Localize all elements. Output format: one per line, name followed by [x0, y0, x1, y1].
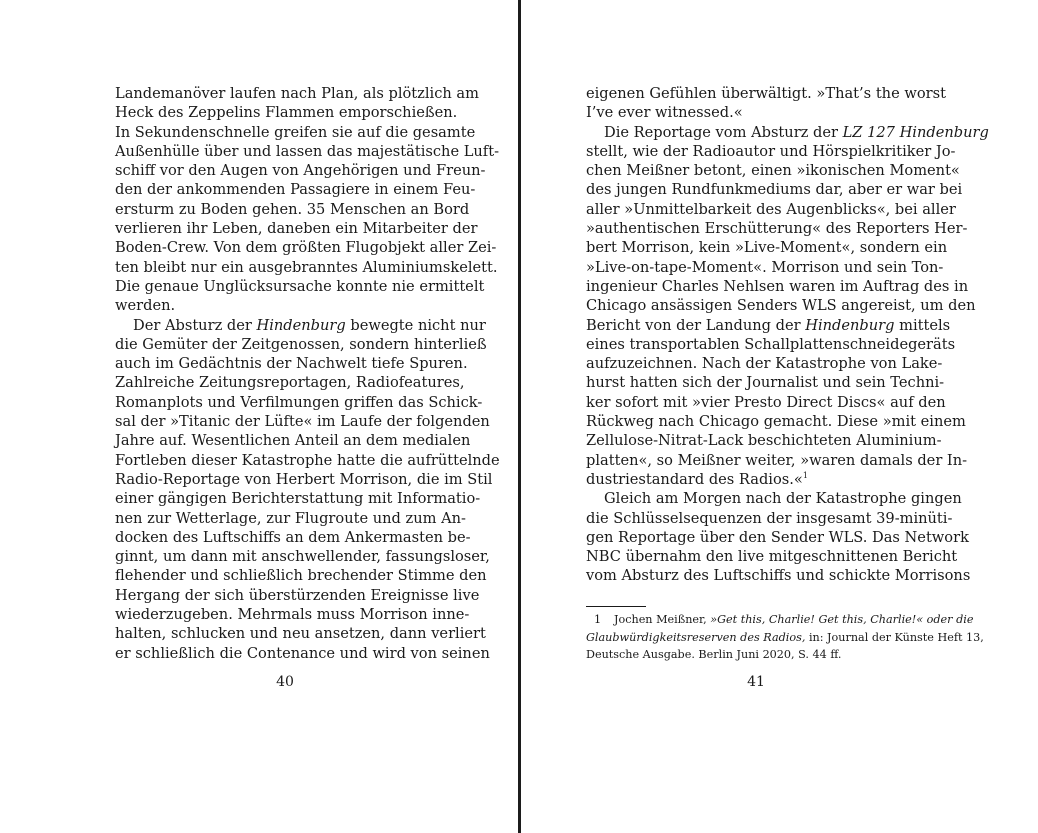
- footnote-title: »Get this, Charlie! Get this, Charlie!« oder die: [710, 613, 974, 626]
- text-line: ingenieur Charles Nehlsen waren im Auftrag des in: [586, 277, 969, 295]
- footnote-line: Deutsche Ausgabe. Berlin Juni 2020, S. 44 ff.: [586, 648, 842, 661]
- text-line: eines transportablen Schallplattenschneidegeräts: [586, 335, 956, 353]
- footnote-author: Jochen Meißner,: [614, 613, 711, 626]
- text-line: Radio-Reportage von Herbert Morrison, die im Stil: [115, 470, 493, 488]
- text-line: ersturm zu Boden gehen. 35 Menschen an Bord: [115, 200, 470, 218]
- footnote: [586, 611, 984, 664]
- text-line: docken des Luftschiffs an dem Ankermasten be-: [115, 528, 471, 546]
- text-line: Zahlreiche Zeitungsreportagen, Radiofeatures,: [115, 374, 465, 392]
- text-line: bert Morrison, kein »Live-Moment«, sondern ein: [586, 239, 948, 257]
- text-line: eigenen Gefühlen überwältigt. »That’s the worst: [586, 85, 946, 102]
- text-line: chen Meißner betont, einen »ikonischen Moment«: [586, 162, 960, 180]
- footnote-source: in: Journal der Künste Heft 13,: [805, 630, 984, 644]
- footnote-line: [586, 629, 984, 647]
- text-line: I’ve ever witnessed.«: [586, 104, 743, 122]
- text-segment: Bericht von der Landung der: [586, 316, 806, 334]
- text-line: die Gemüter der Zeitgenossen, sondern hinterließ: [115, 335, 487, 353]
- text-line: hurst hatten sich der Journalist und sein Techni-: [586, 374, 945, 392]
- text-line: wiederzugeben. Mehrmals muss Morrison inne-: [115, 606, 470, 624]
- text-line: des jungen Rundfunkmediums dar, aber er war bei: [586, 181, 963, 199]
- left-page-text: [115, 84, 500, 663]
- text-line: Gleich am Morgen nach der Katastrophe gingen: [604, 490, 962, 508]
- text-line: vom Absturz des Luftschiffs und schickte Morrisons: [586, 567, 971, 585]
- text-segment: Der Absturz der: [133, 316, 257, 334]
- footnote-line: [586, 611, 974, 629]
- text-line: platten«, so Meißner weiter, »waren damals der In-: [586, 451, 968, 469]
- footnote-number: 1: [594, 613, 602, 626]
- text-line: [586, 123, 989, 142]
- text-line: Jahre auf. Wesentlichen Anteil an dem medialen: [115, 432, 471, 450]
- text-line: [115, 316, 486, 335]
- text-line: verlieren ihr Leben, daneben ein Mitarbeiter der: [115, 220, 478, 238]
- text-line: »authentischen Erschütterung« des Reporters Her-: [586, 220, 968, 238]
- text-segment: dustriestandard des Radios.«: [586, 470, 803, 488]
- text-line: In Sekundenschnelle greifen sie auf die gesamte: [115, 123, 476, 141]
- text-segment: bewegte nicht nur: [345, 316, 486, 334]
- italic-title: Hindenburg: [805, 316, 895, 334]
- text-line: [586, 316, 951, 335]
- text-segment: mittels: [894, 316, 951, 334]
- text-line: sal der »Titanic der Lüfte« im Laufe der folgenden: [115, 413, 490, 431]
- text-line: ginnt, um dann mit anschwellender, fassungsloser,: [115, 548, 490, 566]
- text-line: Fortleben dieser Katastrophe hatte die aufrüttelnde: [115, 451, 500, 469]
- text-line: Außenhülle über und lassen das majestätische Luft-: [115, 142, 500, 160]
- text-line: er schließlich die Contenance und wird von seinen: [115, 644, 490, 662]
- footnote-title: Glaubwürdigkeitsreserven des Radios,: [586, 630, 806, 644]
- text-line: gen Reportage über den Sender WLS. Das Network: [586, 528, 969, 546]
- footnote-divider: [586, 606, 646, 607]
- text-line: »Live-on-tape-Moment«. Morrison und sein Ton-: [586, 258, 944, 276]
- text-line: Zellulose-Nitrat-Lack beschichteten Aluminium-: [586, 432, 942, 450]
- text-line: flehender und schließlich brechender Stimme den: [115, 567, 487, 585]
- text-line: ten bleibt nur ein ausgebranntes Aluminiumskelett.: [115, 258, 498, 276]
- text-line: Boden-Crew. Von dem größten Flugobjekt aller Zei-: [115, 239, 497, 257]
- text-line: Rückweg nach Chicago gemacht. Diese »mit einem: [586, 413, 966, 431]
- text-segment: Die Reportage vom Absturz der: [604, 123, 843, 141]
- text-line: schiff vor den Augen von Angehörigen und Freun-: [115, 162, 486, 180]
- right-page-text: [586, 84, 989, 586]
- text-line: einer gängigen Berichterstattung mit Informatio-: [115, 490, 481, 508]
- text-line: Chicago ansässigen Senders WLS angereist, um den: [586, 297, 976, 315]
- text-line: Hergang der sich überstürzenden Ereignisse live: [115, 586, 480, 604]
- text-line: nen zur Wetterlage, zur Flugroute und zum An-: [115, 509, 466, 527]
- text-line: aller »Unmittelbarkeit des Augenblicks«, bei aller: [586, 200, 956, 218]
- text-line: Landemanöver laufen nach Plan, als plötzlich am: [115, 85, 479, 102]
- text-line: den der ankommenden Passagiere in einem Feu-: [115, 181, 476, 199]
- text-line: Heck des Zeppelins Flammen emporschießen.: [115, 104, 458, 122]
- text-line: auch im Gedächtnis der Nachwelt tiefe Spuren.: [115, 355, 468, 373]
- italic-title: Hindenburg: [256, 316, 346, 334]
- text-line: ker sofort mit »vier Presto Direct Discs« auf den: [586, 393, 946, 411]
- text-line: werden.: [115, 297, 176, 315]
- page-number: 41: [747, 674, 765, 690]
- text-line: Romanplots und Verfilmungen griffen das Schick-: [115, 393, 483, 411]
- text-line: NBC übernahm den live mitgeschnittenen Bericht: [586, 548, 958, 566]
- italic-title: LZ 127 Hindenburg: [842, 123, 989, 141]
- text-line: stellt, wie der Radioautor und Hörspielkritiker Jo-: [586, 142, 956, 160]
- text-line: die Schlüsselsequenzen der insgesamt 39-minüti-: [586, 509, 953, 527]
- footnote-ref[interactable]: 1: [802, 470, 808, 480]
- right-page: [521, 0, 1038, 833]
- page-number: 40: [276, 674, 294, 690]
- text-line: [586, 470, 928, 489]
- text-line: Die genaue Unglücksursache konnte nie ermittelt: [115, 277, 485, 295]
- text-line: aufzuzeichnen. Nach der Katastrophe von Lake-: [586, 355, 943, 373]
- text-line: halten, schlucken und neu ansetzen, dann verliert: [115, 625, 486, 643]
